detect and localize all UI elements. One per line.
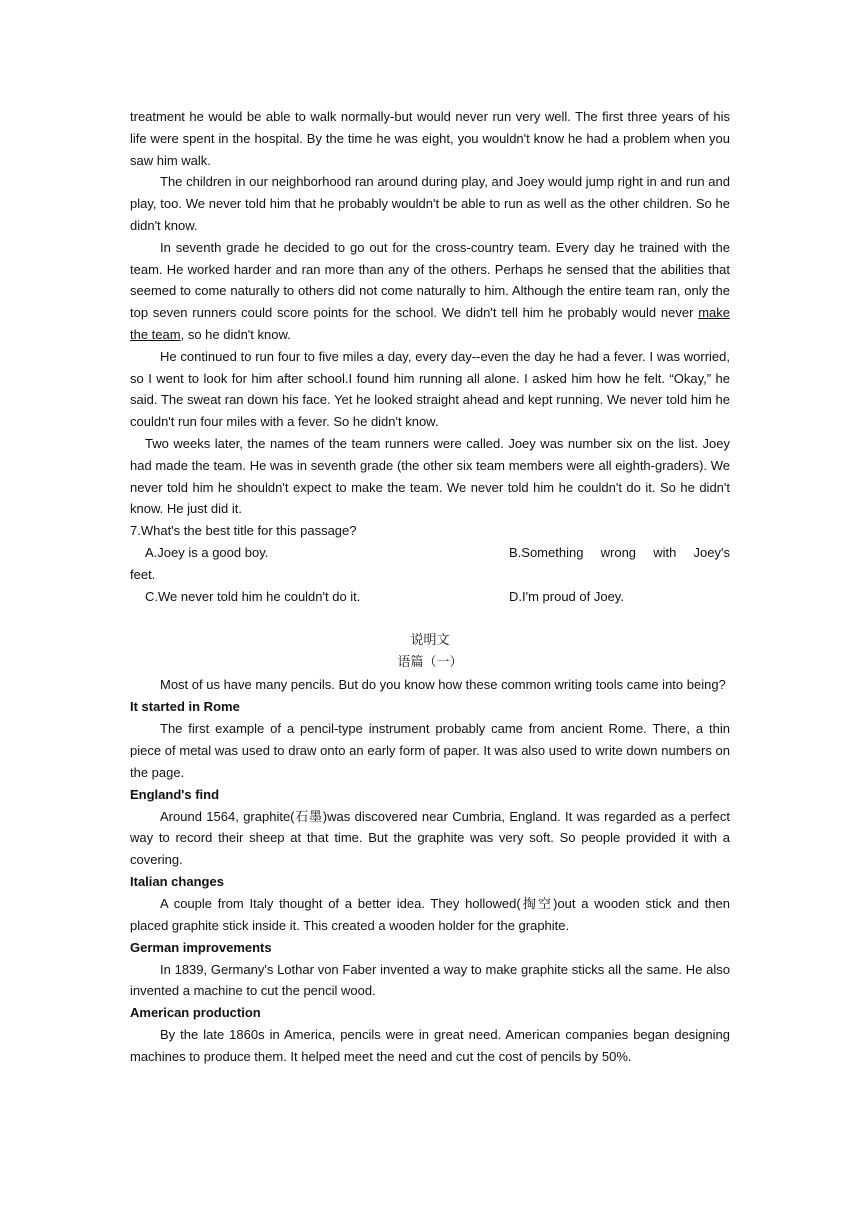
document-page	[130, 106, 730, 1068]
section-title: 说明文	[410, 633, 450, 649]
options-row-2	[130, 586, 730, 608]
heading-england: England's find	[130, 786, 220, 802]
heading-rome: It started in Rome	[130, 699, 240, 715]
text-england: Around 1564, graphite(石墨)was discovered near Cumbria, England. It was regarded as a perfect way to record their sheep at that time. But the graphite was very soft. So people provided it with a covering.	[130, 808, 730, 868]
text-italy: A couple from Italy thought of a better idea. They hollowed(掏空)out a wooden stick and then placed graphite stick inside it. This created a wooden holder for the graphite.	[130, 895, 730, 933]
option-d: D.I'm proud of Joey.	[509, 588, 624, 604]
pencil-intro: Most of us have many pencils. But do you know how these common writing tools came into being?	[160, 677, 726, 693]
option-c: C.We never told him he couldn't do it.	[145, 588, 361, 604]
question-7: 7.What's the best title for this passage?	[130, 523, 357, 539]
story-paragraph-1: treatment he would be able to walk normally-but would never run very well. The first three years of his life were spent in the hospital. By the time he was eight, you wouldn't know he had a problem when you saw him walk.	[130, 109, 730, 168]
story-paragraph-5: Two weeks later, the names of the team runners were called. Joey was number six on the list. Joey had made the team. He was in seventh grade (the other six team members were all eighth-graders). We never told him he shouldn't expect to make the team. We never told him he couldn't do it. So he didn't know. He just did it.	[130, 435, 730, 517]
story-paragraph-3-start: In seventh grade he decided to go out for the cross-country team. Every day he trained with the team. He worked harder and ran more than any of the others. Perhaps he sensed that the abilities that seemed to come naturally to others did not come naturally to him. Although the entire team ran, only the top seven runners could score points for the school. We didn't tell him he probably would never	[130, 239, 730, 321]
heading-america: American production	[130, 1005, 261, 1021]
options-row-1	[130, 542, 730, 564]
text-germany: In 1839, Germany's Lothar von Faber invented a way to make graphite sticks all the same. He also invented a machine to cut the pencil wood.	[130, 961, 730, 999]
heading-italy: Italian changes	[130, 873, 224, 889]
option-a: A.Joey is a good boy.	[145, 544, 269, 560]
option-b-continuation: feet.	[130, 566, 156, 582]
story-paragraph-3	[130, 237, 730, 346]
section-subtitle: 语篇（一）	[397, 655, 463, 671]
underlined-phrase: make the team	[130, 305, 730, 342]
story-paragraph-3-end: , so he didn't know.	[180, 326, 291, 342]
heading-germany: German improvements	[130, 939, 272, 955]
text-america: By the late 1860s in America, pencils were in great need. American companies began designing machines to produce them. It helped meet the need and cut the cost of pencils by 50%.	[130, 1027, 730, 1064]
story-paragraph-4: He continued to run four to five miles a day, every day--even the day he had a fever. I was worried, so I went to look for him after school.I found him running all alone. I asked him how he felt. “Okay,” he said. The sweat ran down his face. Yet he looked straight ahead and kept running. We never told him he couldn't run four miles with a fever. So he didn't know.	[130, 348, 730, 430]
text-rome: The first example of a pencil-type instrument probably came from ancient Rome. There, a thin piece of metal was used to draw onto an early form of paper. It was also used to write down numbers on the page.	[130, 721, 730, 780]
story-paragraph-2: The children in our neighborhood ran around during play, and Joey would jump right in and run and play, too. We never told him that he probably wouldn't be able to run as well as the other children. So he didn't know.	[130, 174, 730, 233]
option-b: B.Something wrong with Joey's	[509, 544, 730, 560]
